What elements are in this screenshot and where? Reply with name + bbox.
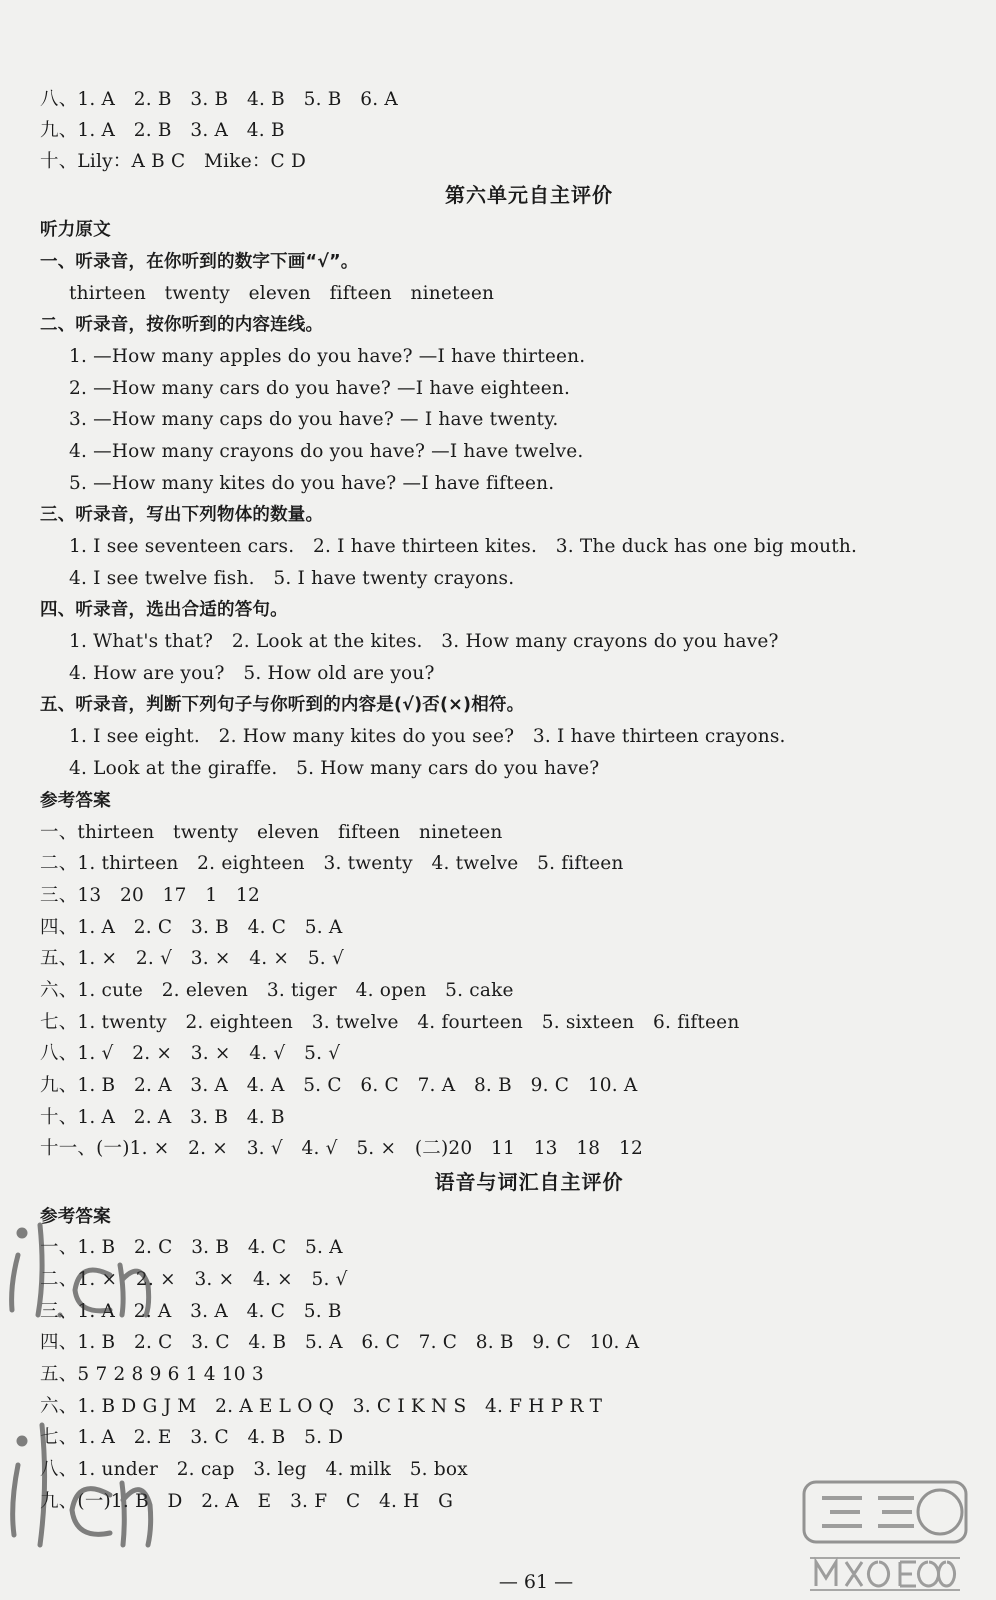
answer-line: 八、1. √ 2. × 3. × 4. √ 5. √ <box>40 1043 341 1064</box>
question-4-items: 1. What's that? 2. Look at the kites. 3. How many crayons do you have? <box>69 631 779 652</box>
question-2-item: 3. —How many caps do you have? — I have twenty. <box>69 409 559 430</box>
answer-line: 五、5 7 2 8 9 6 1 4 10 3 <box>40 1364 264 1385</box>
question-2-item: 4. —How many crayons do you have? —I have twelve. <box>69 441 584 462</box>
page-number: — 61 — <box>498 1571 574 1593</box>
answer-line: 五、1. × 2. √ 3. × 4. × 5. √ <box>40 948 344 969</box>
question-3-items: 1. I see seventeen cars. 2. I have thirteen kites. 3. The duck has one big mouth. <box>69 536 858 557</box>
answer-line: 二、1. thirteen 2. eighteen 3. twenty 4. twelve 5. fifteen <box>40 853 624 874</box>
logo-watermark-icon <box>800 1478 970 1596</box>
answer-line: 六、1. B D G J M 2. A E L O Q 3. C I K N S 4. F H P R T <box>40 1396 603 1417</box>
listening-heading: 听力原文 <box>40 220 111 240</box>
answers-heading: 参考答案 <box>40 791 111 811</box>
answer-line-9: 九、1. A 2. B 3. A 4. B <box>40 120 285 141</box>
question-4-items: 4. How are you? 5. How old are you? <box>69 663 435 684</box>
question-1: 一、听录音，在你听到的数字下画“√”。 <box>40 252 359 272</box>
question-2: 二、听录音，按你听到的内容连线。 <box>40 315 324 335</box>
answer-line: 四、1. B 2. C 3. C 4. B 5. A 6. C 7. C 8. B 9. C 10. A <box>40 1332 640 1353</box>
question-2-item: 1. —How many apples do you have? —I have thirteen. <box>69 346 586 367</box>
answer-line: 六、1. cute 2. eleven 3. tiger 4. open 5. cake <box>40 980 514 1001</box>
unit6-title: 第六单元自主评价 <box>445 183 613 207</box>
handwritten-watermark-icon <box>0 1215 170 1600</box>
answer-line: 七、1. twenty 2. eighteen 3. twelve 4. fourteen 5. sixteen 6. fifteen <box>40 1012 740 1033</box>
question-3: 三、听录音，写出下列物体的数量。 <box>40 505 324 525</box>
answer-line: 一、1. B 2. C 3. B 4. C 5. A <box>40 1237 343 1258</box>
question-2-item: 5. —How many kites do you have? —I have fifteen. <box>69 473 555 494</box>
question-1-words: thirteen twenty eleven fifteen nineteen <box>69 283 495 304</box>
answer-line: 九、1. B 2. A 3. A 4. A 5. C 6. C 7. A 8. B 9. C 10. A <box>40 1075 638 1096</box>
answer-line: 四、1. A 2. C 3. B 4. C 5. A <box>40 917 343 938</box>
question-4: 四、听录音，选出合适的答句。 <box>40 600 288 620</box>
question-2-item: 2. —How many cars do you have? —I have eighteen. <box>69 378 571 399</box>
answer-line-10: 十、Lily：A B C Mike：C D <box>40 151 307 172</box>
question-5: 五、听录音，判断下列句子与你听到的内容是(√)否(×)相符。 <box>40 695 525 715</box>
question-5-items: 1. I see eight. 2. How many kites do you see? 3. I have thirteen crayons. <box>69 726 786 747</box>
answer-line: 十一、(一)1. × 2. × 3. √ 4. √ 5. × (二)20 11 13 18 12 <box>40 1138 643 1159</box>
answer-line: 二、1. × 2. × 3. × 4. × 5. √ <box>40 1269 348 1290</box>
answer-line: 七、1. A 2. E 3. C 4. B 5. D <box>40 1427 344 1448</box>
question-3-items: 4. I see twelve fish. 5. I have twenty crayons. <box>69 568 515 589</box>
answer-line: 十、1. A 2. A 3. B 4. B <box>40 1107 285 1128</box>
question-5-items: 4. Look at the giraffe. 5. How many cars do you have? <box>69 758 600 779</box>
phonics-answers-heading: 参考答案 <box>40 1207 111 1227</box>
answer-line: 八、1. under 2. cap 3. leg 4. milk 5. box <box>40 1459 468 1480</box>
answer-line: 九、(一)1. B D 2. A E 3. F C 4. H G <box>40 1491 454 1512</box>
phonics-title: 语音与词汇自主评价 <box>434 1170 624 1194</box>
answer-line: 三、1. A 2. A 3. A 4. C 5. B <box>40 1301 342 1322</box>
answer-line: 一、thirteen twenty eleven fifteen nineteen <box>40 822 503 843</box>
answer-line: 三、13 20 17 1 12 <box>40 885 260 906</box>
answer-line-8: 八、1. A 2. B 3. B 4. B 5. B 6. A <box>40 89 398 110</box>
